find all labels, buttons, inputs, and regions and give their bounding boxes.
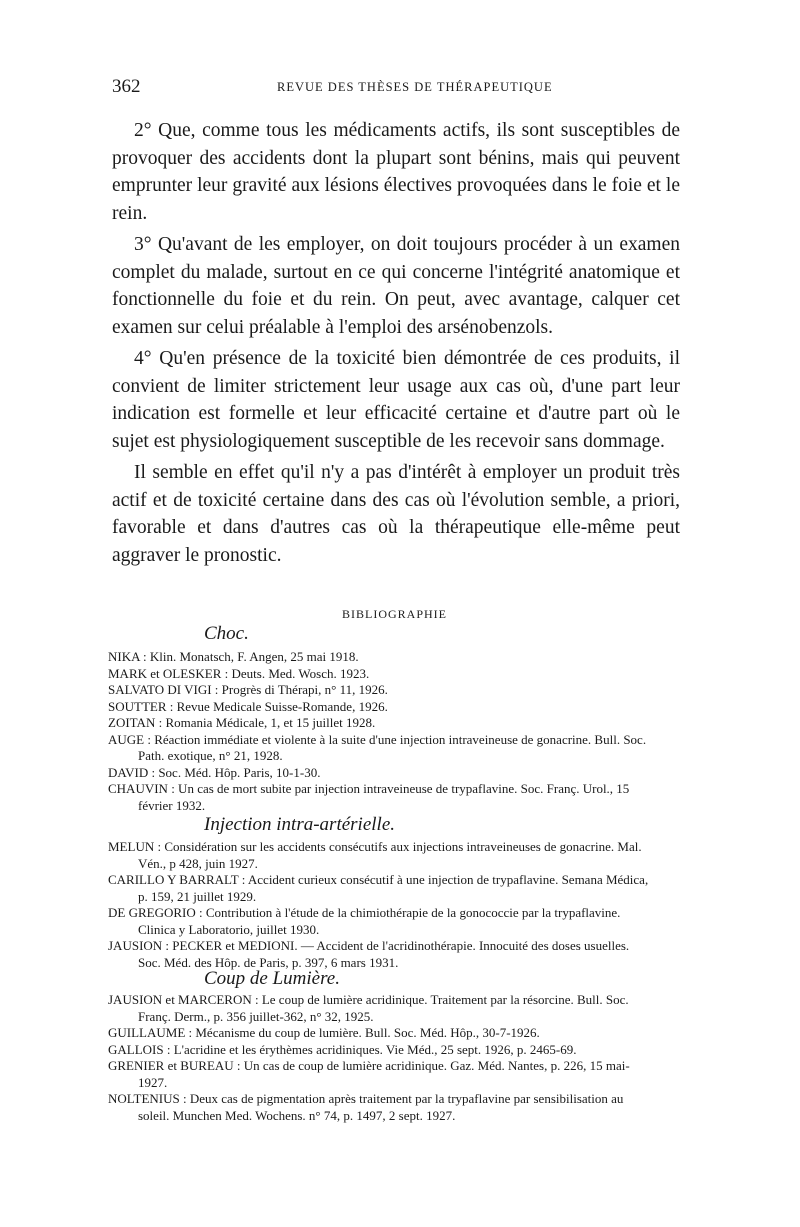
bib-entry: GUILLAUME : Mécanisme du coup de lumière. Bull. Soc. Méd. Hôp., 30-7-1926. — [108, 1025, 540, 1040]
section-heading-choc: Choc. — [204, 623, 249, 644]
bib-entry: NOLTENIUS : Deux cas de pigmentation après traitement par la trypaflavine par sensibilisation au soleil. Munchen Med. Wochens. n° 74, p. 1497, 2 sept. 1927. — [108, 1091, 624, 1123]
bibliography-list-injection — [108, 839, 652, 971]
running-title: REVUE DES THÈSES DE THÉRAPEUTIQUE — [277, 80, 553, 94]
bib-entry: MARK et OLESKER : Deuts. Med. Wosch. 1923. — [108, 665, 370, 681]
bibliography-title: BIBLIOGRAPHIE — [342, 607, 447, 621]
bib-entry: DE GREGORIO : Contribution à l'étude de la chimiothérapie de la gonococcie par la trypaflavine. Clinica y Laboratorio, juillet 1930. — [108, 905, 621, 937]
bib-entry: JAUSION : PECKER et MEDIONI. — Accident de l'acridinothérapie. Innocuité des doses usuelles. Soc. Méd. des Hôp. de Paris, p. 397, 6 mars 1931. — [108, 938, 630, 970]
bib-entry: AUGE : Réaction immédiate et violente à la suite d'une injection intraveineuse de gonacrine. Bull. Soc. Path. exotique, n° 21, 1928. — [108, 731, 647, 763]
section-heading-injection: Injection intra-artérielle. — [204, 814, 396, 835]
bib-entry: CARILLO Y BARRALT : Accident curieux consécutif à une injection de trypaflavine. Semana Médica, p. 159, 21 juillet 1929. — [108, 872, 649, 904]
bib-entry: MELUN : Considération sur les accidents consécutifs aux injections intraveineuses de gonacrine. Mal. Vén., p 428, juin 1927. — [108, 839, 642, 871]
bib-entry: CHAUVIN : Un cas de mort subite par injection intraveineuse de trypaflavine. Soc. Franç. Urol., 15 février 1932. — [108, 781, 630, 813]
bib-entry: SOUTTER : Revue Medicale Suisse-Romande, 1926. — [108, 698, 388, 714]
bib-entry: GRENIER et BUREAU : Un cas de coup de lumière acridinique. Gaz. Méd. Nantes, p. 226, 15 mai-1927. — [108, 1058, 630, 1090]
bib-entry: JAUSION et MARCERON : Le coup de lumière acridinique. Traitement par la résorcine. Bull. Soc. Franç. Derm., p. 356 juillet-362, n° 32, 1925. — [108, 992, 629, 1024]
bib-entry: ZOITAN : Romania Médicale, 1, et 15 juillet 1928. — [108, 715, 376, 730]
bibliography-list-choc — [108, 649, 652, 814]
paragraph-3: 3° Qu'avant de les employer, on doit toujours procéder à un examen complet du malade, surtout en ce qui concerne l'intégrité anatomique et fonctionnelle du foie et du rein. On peut, avec avantage, calquer cet examen sur celui préalable à l'emploi des arsénobenzols. — [112, 234, 680, 338]
page-number: 362 — [112, 76, 141, 97]
body-text — [112, 117, 680, 573]
paragraph-conclusion: Il semble en effet qu'il n'y a pas d'intérêt à employer un produit très actif et de toxicité certaine dans des cas où l'évolution semble, a priori, favorable et dans d'autres cas où la thérapeutique elle-même peut aggraver le pronostic. — [112, 462, 680, 566]
paragraph-2: 2° Que, comme tous les médicaments actifs, ils sont susceptibles de provoquer des accidents dont la plupart sont bénins, mais qui peuvent emprunter leur gravité aux lésions électives provoquées dans le foie et le rein. — [112, 120, 680, 224]
bibliography-list-coup-de-lumiere — [108, 992, 652, 1124]
bib-entry: GALLOIS : L'acridine et les érythèmes acridiniques. Vie Méd., 25 sept. 1926, p. 2465-69. — [108, 1041, 577, 1057]
bib-entry: DAVID : Soc. Méd. Hôp. Paris, 10-1-30. — [108, 764, 321, 780]
page-header — [112, 76, 680, 98]
bib-entry: SALVATO DI VIGI : Progrès di Thérapi, n° 11, 1926. — [108, 682, 388, 697]
section-heading-coup-de-lumiere: Coup de Lumière. — [204, 968, 340, 989]
bib-entry: NIKA : Klin. Monatsch, F. Angen, 25 mai 1918. — [108, 649, 359, 664]
paragraph-4: 4° Qu'en présence de la toxicité bien démontrée de ces produits, il convient de limiter strictement leur usage aux cas où, d'une part leur indication est formelle et leur efficacité certaine et d'autre part où le sujet est physiologiquement susceptible de les recevoir sans dommage. — [112, 348, 680, 452]
